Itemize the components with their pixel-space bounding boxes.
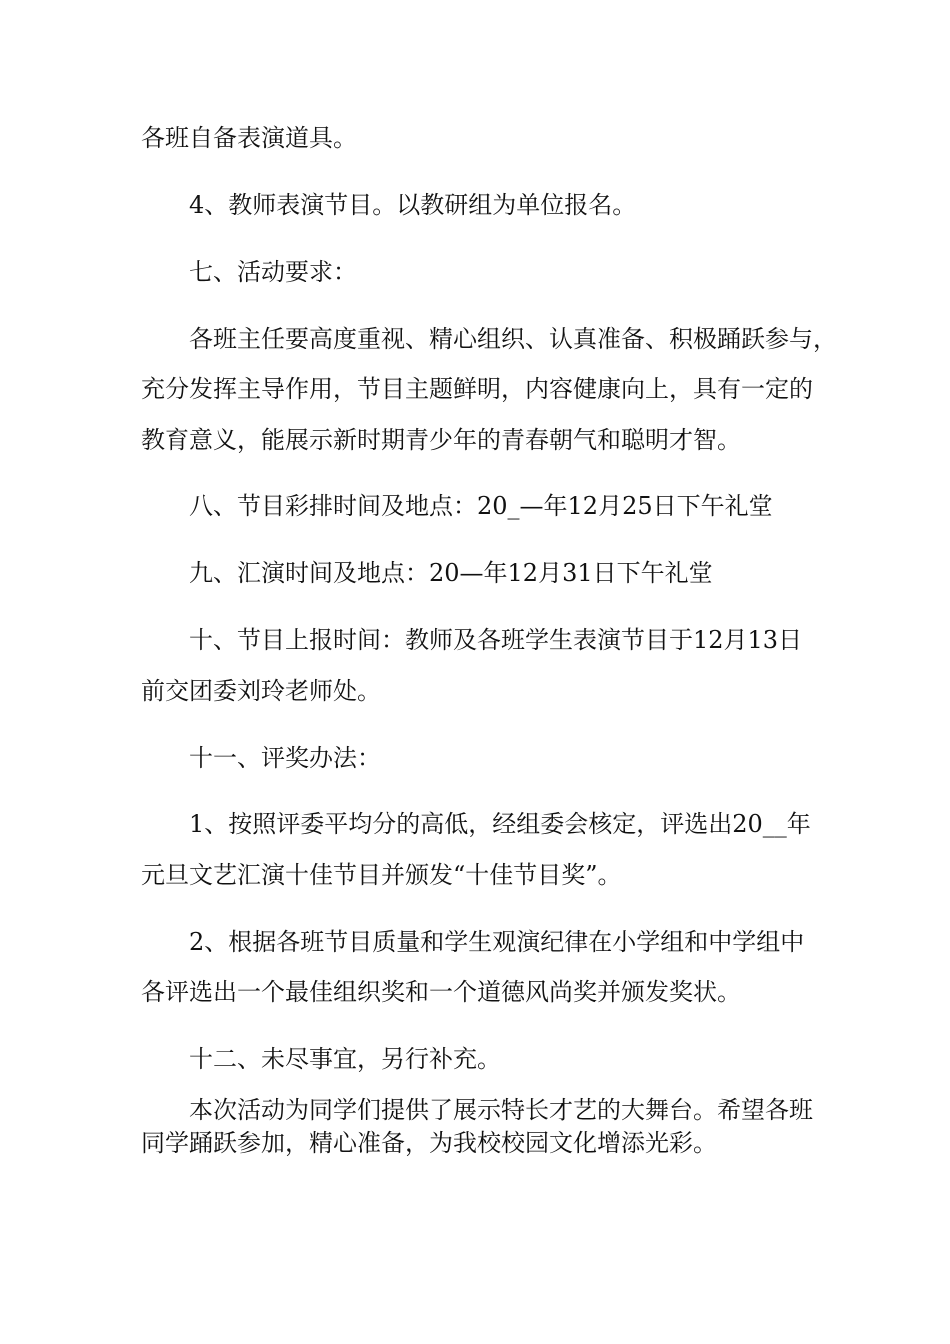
- paragraph-line: 同学踊跃参加，精心准备，为我校校园文化增添光彩。: [141, 1129, 717, 1157]
- paragraph-line: 各评选出一个最佳组织奖和一个道德风尚奖并颁发奖状。: [141, 978, 741, 1006]
- section-heading: 十二、未尽事宜，另行补充。: [189, 1045, 501, 1073]
- paragraph-line: 4、教师表演节目。以教研组为单位报名。: [189, 191, 637, 219]
- section-heading: 十一、评奖办法：: [189, 744, 381, 772]
- paragraph-line: 2、根据各班节目质量和学生观演纪律在小学组和中学组中: [189, 928, 805, 956]
- paragraph-line: 本次活动为同学们提供了展示特长才艺的大舞台。希望各班: [189, 1096, 813, 1124]
- section-heading: 九、汇演时间及地点：20—年12月31日下午礼堂: [189, 559, 713, 587]
- paragraph-line: 各班主任要高度重视、精心组织、认真准备、积极踊跃参与，: [189, 325, 837, 353]
- section-heading: 七、活动要求：: [189, 258, 357, 286]
- section-heading: 八、节目彩排时间及地点：20_—年12月25日下午礼堂: [189, 492, 773, 520]
- paragraph-line: 前交团委刘玲老师处。: [141, 677, 381, 705]
- paragraph-line: 各班自备表演道具。: [141, 124, 357, 152]
- paragraph-line: 充分发挥主导作用，节目主题鲜明，内容健康向上，具有一定的: [141, 375, 813, 403]
- section-heading: 十、节目上报时间：教师及各班学生表演节目于12月13日: [189, 626, 803, 654]
- paragraph-line: 元旦文艺汇演十佳节目并颁发“十佳节目奖”。: [141, 861, 622, 889]
- paragraph-line: 1、按照评委平均分的高低，经组委会核定，评选出20__年: [189, 810, 811, 838]
- paragraph-line: 教育意义，能展示新时期青少年的青春朝气和聪明才智。: [141, 426, 741, 454]
